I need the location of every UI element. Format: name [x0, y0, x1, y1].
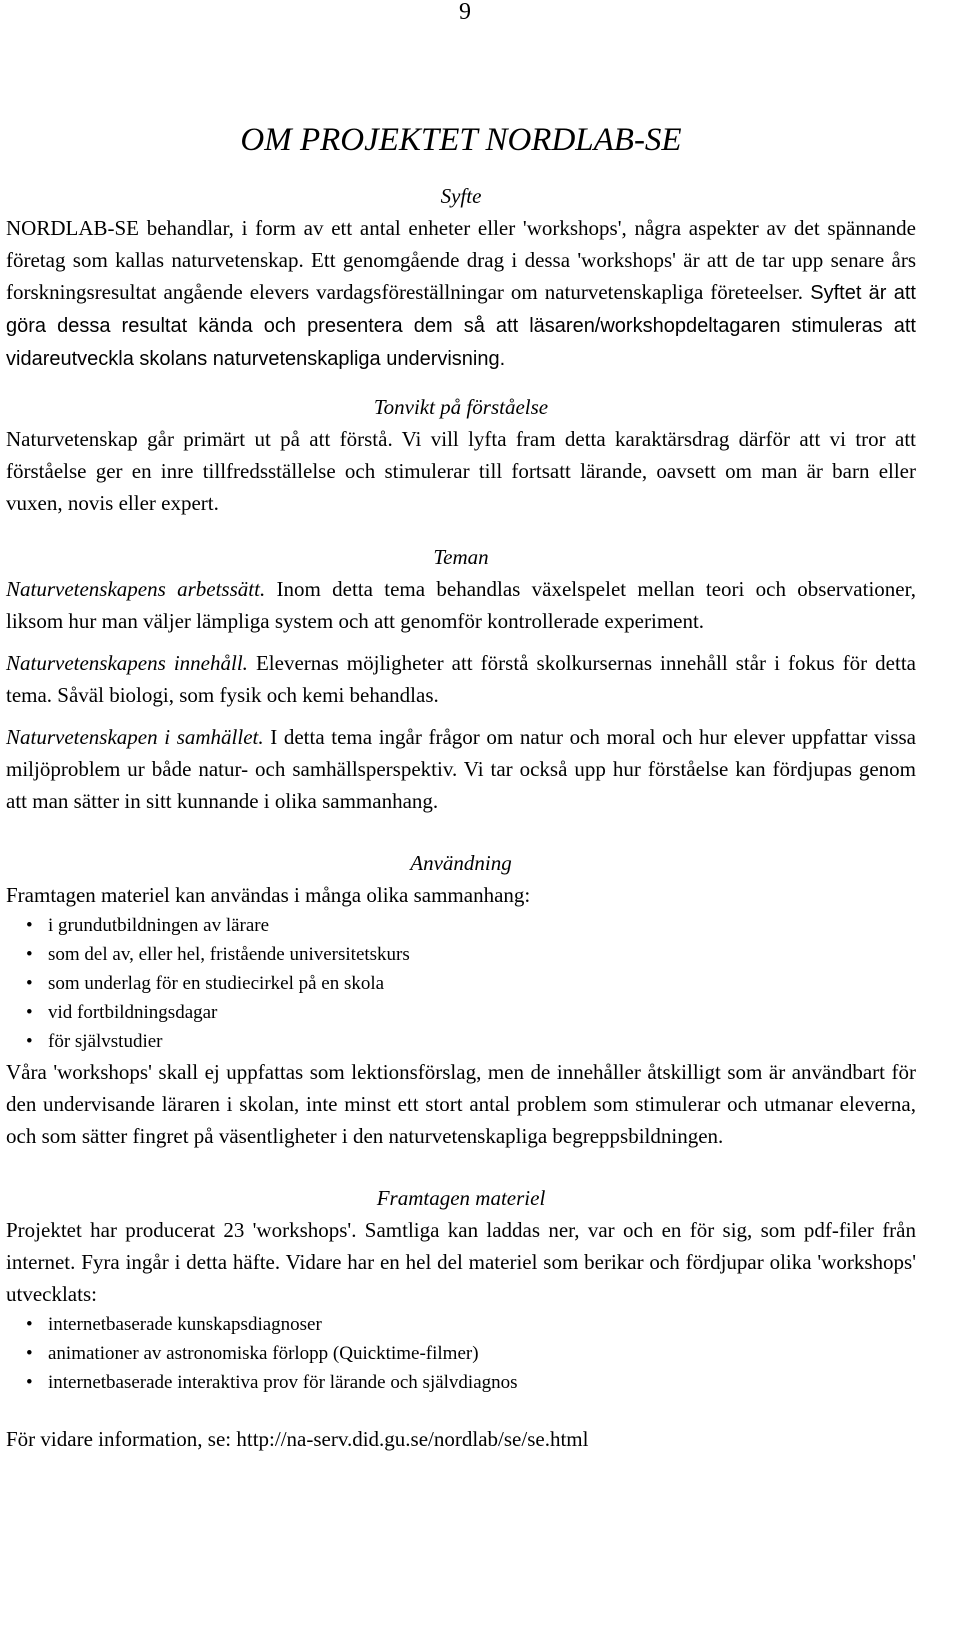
anvandning-list	[6, 911, 916, 1056]
tema-label: Naturvetenskapens innehåll.	[6, 651, 248, 675]
syfte-text-sans: Syftet är att göra dessa resultat kända och presentera dem så att läsaren/workshopdeltagaren stimuleras att vidareutveckla skolans naturvetenskapliga undervisning.	[6, 282, 916, 370]
document-page	[6, 0, 916, 1455]
page-title: OM PROJEKTET NORDLAB-SE	[240, 122, 682, 158]
tema-label: Naturvetenskapens arbetssätt.	[6, 577, 266, 601]
syfte-text-serif: NORDLAB-SE behandlar, i form av ett antal enheter eller 'workshops', några aspekter av det spännande företag som kallas naturvetenskap. Ett genomgående drag i dessa 'workshops' är att de tar upp senare års forskningsresultat angående elevers vardagsföreställningar om naturvetenskapliga företeelser.	[6, 216, 916, 304]
list-item: • som del av, eller hel, fristående universitetskurs	[26, 940, 916, 969]
anvandning-intro: Framtagen materiel kan användas i många olika sammanhang:	[6, 883, 531, 907]
page-number: 9	[459, 0, 471, 25]
list-item: • internetbaserade interaktiva prov för lärande och självdiagnos	[26, 1368, 916, 1397]
list-item: • som underlag för en studiecirkel på en skola	[26, 969, 916, 998]
footer-info: För vidare information, se: http://na-serv.did.gu.se/nordlab/se/se.html	[6, 1427, 589, 1451]
anvandning-outro: Våra 'workshops' skall ej uppfattas som lektionsförslag, men de innehåller åtskilligt som är användbart för den undervisande läraren i skolan, inte minst ett stort antal problem som stimulerar och utmanar eleverna, och som sätter fingret på väsentligheter i den naturvetenskapliga begreppsbildningen.	[6, 1060, 916, 1148]
tema-text: Inom detta tema behandlas växelspelet mellan teori och observationer, liksom hur man väljer lämpliga system och att genomför kontrollerade experiment.	[6, 577, 916, 633]
list-item: • vid fortbildningsdagar	[26, 998, 916, 1027]
tema-text: Elevernas möjligheter att förstå skolkursernas innehåll står i fokus för detta tema. Såväl biologi, som fysik och kemi behandlas.	[6, 651, 916, 707]
list-item: • internetbaserade kunskapsdiagnoser	[26, 1310, 916, 1339]
materiel-list	[6, 1310, 916, 1397]
tema-samhallet	[6, 721, 916, 817]
materiel-text: Projektet har producerat 23 'workshops'. Samtliga kan laddas ner, var och en för sig, som pdf-filer från internet. Fyra ingår i detta häfte. Vidare har en hel del materiel som berikar och fördjupar olika 'workshops' utvecklats:	[6, 1218, 916, 1306]
list-item: • för självstudier	[26, 1027, 916, 1056]
section-tonvikt	[6, 391, 916, 519]
heading-syfte: Syfte	[440, 184, 482, 208]
section-anvandning	[6, 847, 916, 1152]
heading-anvandning: Användning	[410, 851, 512, 875]
tema-arbetssatt	[6, 573, 916, 637]
section-materiel	[6, 1182, 916, 1397]
list-item: • animationer av astronomiska förlopp (Quicktime-filmer)	[26, 1339, 916, 1368]
heading-tonvikt: Tonvikt på förståelse	[373, 395, 549, 419]
paragraph-syfte	[6, 212, 916, 375]
heading-teman: Teman	[433, 545, 489, 569]
heading-materiel: Framtagen materiel	[376, 1186, 546, 1210]
tema-label: Naturvetenskapen i samhället.	[6, 725, 264, 749]
list-item: • i grundutbildningen av lärare	[26, 911, 916, 940]
tema-innehall	[6, 647, 916, 711]
section-syfte	[6, 180, 916, 375]
paragraph-tonvikt: Naturvetenskap går primärt ut på att förstå. Vi vill lyfta fram detta karaktärsdrag därför att vi tror att förståelse ger en inre tillfredsställelse och stimulerar till fortsatt lärande, oavsett om man är barn eller vuxen, novis eller expert.	[6, 427, 916, 515]
section-teman	[6, 541, 916, 817]
tema-text: I detta tema ingår frågor om natur och moral och hur elever uppfattar vissa miljöproblem ur både natur- och samhällsperspektiv. Vi tar också upp hur förståelse kan fördjupas genom att man sätter in sitt kunnande i olika sammanhang.	[6, 725, 916, 813]
